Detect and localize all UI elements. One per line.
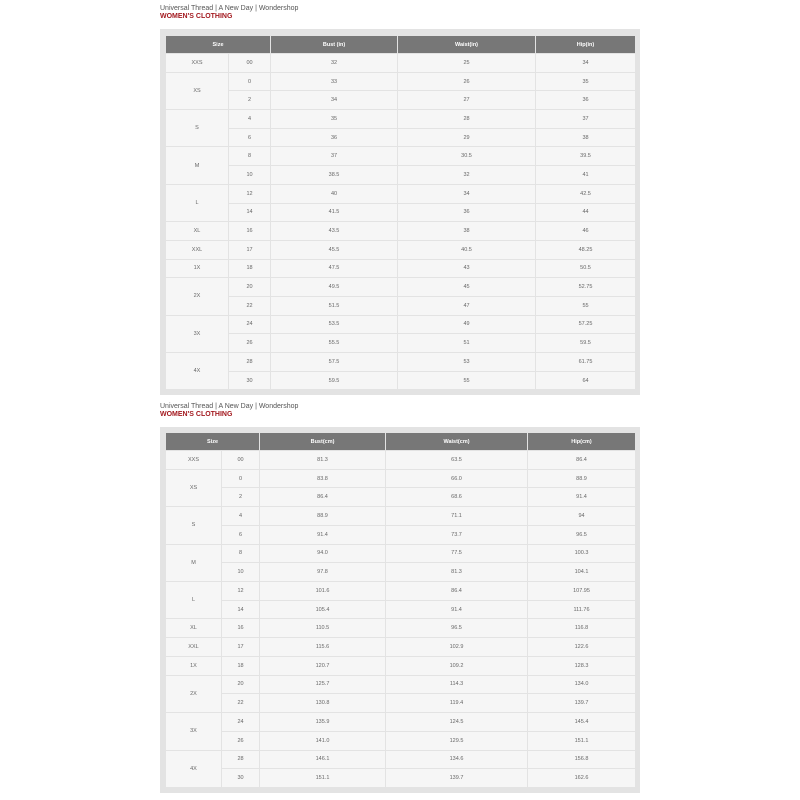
hip-cell: 37 <box>536 110 636 129</box>
numeric-size-cell: 0 <box>229 72 271 91</box>
hip-cell: 128.3 <box>528 656 636 675</box>
waist-cell: 81.3 <box>386 563 528 582</box>
table-row <box>166 582 636 601</box>
bust-cell: 91.4 <box>260 525 386 544</box>
size-label-cell: 2X <box>166 675 222 712</box>
hip-cell: 116.8 <box>528 619 636 638</box>
bust-cell: 53.5 <box>271 315 398 334</box>
numeric-size-cell: 6 <box>222 525 260 544</box>
bust-cell: 37 <box>271 147 398 166</box>
bust-cell: 115.6 <box>260 638 386 657</box>
numeric-size-cell: 17 <box>229 240 271 259</box>
waist-cell: 53 <box>398 353 536 372</box>
table-row <box>166 110 636 129</box>
waist-cell: 29 <box>398 128 536 147</box>
numeric-size-cell: 4 <box>229 110 271 129</box>
hip-cell: 151.1 <box>528 731 636 750</box>
waist-cell: 40.5 <box>398 240 536 259</box>
waist-cell: 102.9 <box>386 638 528 657</box>
waist-cell: 49 <box>398 315 536 334</box>
hip-cell: 55 <box>536 296 636 315</box>
size-label-cell: XXL <box>166 638 222 657</box>
bust-cell: 105.4 <box>260 600 386 619</box>
bust-cell: 135.9 <box>260 713 386 732</box>
waist-cell: 51 <box>398 334 536 353</box>
hip-cell: 91.4 <box>528 488 636 507</box>
bust-cell: 55.5 <box>271 334 398 353</box>
numeric-size-cell: 12 <box>229 184 271 203</box>
size-label-cell: S <box>166 507 222 544</box>
hip-cell: 61.75 <box>536 353 636 372</box>
waist-cell: 66.0 <box>386 469 528 488</box>
hip-cell: 46 <box>536 222 636 241</box>
size-label-cell: L <box>166 582 222 619</box>
table-row <box>166 731 636 750</box>
hip-cell: 156.8 <box>528 750 636 769</box>
size-chart-inches-section <box>160 5 298 21</box>
waist-cell: 38 <box>398 222 536 241</box>
waist-cell: 119.4 <box>386 694 528 713</box>
numeric-size-cell: 20 <box>222 675 260 694</box>
hip-cell: 139.7 <box>528 694 636 713</box>
waist-cell: 124.5 <box>386 713 528 732</box>
numeric-size-cell: 28 <box>229 353 271 372</box>
numeric-size-cell: 2 <box>229 91 271 110</box>
bust-cell: 88.9 <box>260 507 386 526</box>
numeric-size-cell: 18 <box>229 259 271 278</box>
bust-cell: 32 <box>271 54 398 73</box>
bust-cell: 101.6 <box>260 582 386 601</box>
numeric-size-cell: 22 <box>222 694 260 713</box>
size-label-cell: 3X <box>166 315 229 352</box>
bust-cell: 36 <box>271 128 398 147</box>
table-row <box>166 371 636 390</box>
numeric-size-cell: 26 <box>229 334 271 353</box>
header-waist: Waist(cm) <box>386 433 528 451</box>
bust-cell: 97.8 <box>260 563 386 582</box>
size-label-cell: XXL <box>166 240 229 259</box>
hip-cell: 96.5 <box>528 525 636 544</box>
waist-cell: 68.6 <box>386 488 528 507</box>
table-row <box>166 184 636 203</box>
numeric-size-cell: 16 <box>229 222 271 241</box>
table-row <box>166 296 636 315</box>
table-row <box>166 451 636 470</box>
numeric-size-cell: 10 <box>229 166 271 185</box>
size-label-cell: 3X <box>166 713 222 750</box>
waist-cell: 45 <box>398 278 536 297</box>
hip-cell: 42.5 <box>536 184 636 203</box>
brand-line: Universal Thread | A New Day | Wondershop <box>160 403 299 410</box>
size-chart-cm-section <box>160 403 298 419</box>
hip-cell: 52.75 <box>536 278 636 297</box>
size-label-cell: 4X <box>166 353 229 390</box>
size-label-cell: XXS <box>166 451 222 470</box>
hip-cell: 88.9 <box>528 469 636 488</box>
numeric-size-cell: 12 <box>222 582 260 601</box>
table-row <box>166 166 636 185</box>
table-row <box>166 240 636 259</box>
bust-cell: 83.8 <box>260 469 386 488</box>
waist-cell: 129.5 <box>386 731 528 750</box>
table-row <box>166 334 636 353</box>
numeric-size-cell: 00 <box>222 451 260 470</box>
table-row <box>166 353 636 372</box>
table-row <box>166 619 636 638</box>
hip-cell: 34 <box>536 54 636 73</box>
numeric-size-cell: 18 <box>222 656 260 675</box>
size-label-cell: 1X <box>166 259 229 278</box>
table-row <box>166 675 636 694</box>
size-label-cell: M <box>166 147 229 184</box>
size-label-cell: M <box>166 544 222 581</box>
bust-cell: 81.3 <box>260 451 386 470</box>
header-waist: Waist(in) <box>398 36 536 54</box>
size-label-cell: XS <box>166 72 229 109</box>
header-bust: Bust (in) <box>271 36 398 54</box>
bust-cell: 41.5 <box>271 203 398 222</box>
size-label-cell: XS <box>166 469 222 506</box>
table-row <box>166 91 636 110</box>
hip-cell: 86.4 <box>528 451 636 470</box>
bust-cell: 51.5 <box>271 296 398 315</box>
size-label-cell: 2X <box>166 278 229 315</box>
bust-cell: 59.5 <box>271 371 398 390</box>
waist-cell: 109.2 <box>386 656 528 675</box>
waist-cell: 77.5 <box>386 544 528 563</box>
bust-cell: 94.0 <box>260 544 386 563</box>
waist-cell: 43 <box>398 259 536 278</box>
table-row <box>166 769 636 788</box>
hip-cell: 100.3 <box>528 544 636 563</box>
size-label-cell: L <box>166 184 229 221</box>
bust-cell: 120.7 <box>260 656 386 675</box>
waist-cell: 25 <box>398 54 536 73</box>
numeric-size-cell: 8 <box>229 147 271 166</box>
bust-cell: 34 <box>271 91 398 110</box>
hip-cell: 107.95 <box>528 582 636 601</box>
hip-cell: 145.4 <box>528 713 636 732</box>
waist-cell: 47 <box>398 296 536 315</box>
hip-cell: 104.1 <box>528 563 636 582</box>
table-row <box>166 713 636 732</box>
waist-cell: 96.5 <box>386 619 528 638</box>
bust-cell: 130.8 <box>260 694 386 713</box>
hip-cell: 94 <box>528 507 636 526</box>
waist-cell: 73.7 <box>386 525 528 544</box>
waist-cell: 114.3 <box>386 675 528 694</box>
hip-cell: 134.0 <box>528 675 636 694</box>
numeric-size-cell: 14 <box>229 203 271 222</box>
numeric-size-cell: 14 <box>222 600 260 619</box>
numeric-size-cell: 16 <box>222 619 260 638</box>
header-size: Size <box>166 36 271 54</box>
table-row <box>166 544 636 563</box>
table-row <box>166 222 636 241</box>
waist-cell: 36 <box>398 203 536 222</box>
numeric-size-cell: 20 <box>229 278 271 297</box>
hip-cell: 64 <box>536 371 636 390</box>
hip-cell: 48.25 <box>536 240 636 259</box>
waist-cell: 34 <box>398 184 536 203</box>
hip-cell: 44 <box>536 203 636 222</box>
table-row <box>166 488 636 507</box>
section-subtitle: WOMEN'S CLOTHING <box>160 411 233 418</box>
numeric-size-cell: 10 <box>222 563 260 582</box>
waist-cell: 139.7 <box>386 769 528 788</box>
waist-cell: 86.4 <box>386 582 528 601</box>
hip-cell: 41 <box>536 166 636 185</box>
bust-cell: 35 <box>271 110 398 129</box>
hip-cell: 39.5 <box>536 147 636 166</box>
table-row <box>166 469 636 488</box>
table-row <box>166 54 636 73</box>
numeric-size-cell: 2 <box>222 488 260 507</box>
table-row <box>166 72 636 91</box>
table-row <box>166 203 636 222</box>
header-hip: Hip(in) <box>536 36 636 54</box>
waist-cell: 30.5 <box>398 147 536 166</box>
size-table-inches <box>165 35 636 390</box>
table-row <box>166 259 636 278</box>
numeric-size-cell: 0 <box>222 469 260 488</box>
bust-cell: 86.4 <box>260 488 386 507</box>
numeric-size-cell: 00 <box>229 54 271 73</box>
hip-cell: 111.76 <box>528 600 636 619</box>
bust-cell: 49.5 <box>271 278 398 297</box>
size-label-cell: 1X <box>166 656 222 675</box>
waist-cell: 27 <box>398 91 536 110</box>
numeric-size-cell: 30 <box>222 769 260 788</box>
numeric-size-cell: 17 <box>222 638 260 657</box>
table-row <box>166 694 636 713</box>
numeric-size-cell: 22 <box>229 296 271 315</box>
waist-cell: 55 <box>398 371 536 390</box>
hip-cell: 162.6 <box>528 769 636 788</box>
table-row <box>166 315 636 334</box>
table-row <box>166 525 636 544</box>
header-size: Size <box>166 433 260 451</box>
bust-cell: 45.5 <box>271 240 398 259</box>
numeric-size-cell: 4 <box>222 507 260 526</box>
bust-cell: 141.0 <box>260 731 386 750</box>
bust-cell: 151.1 <box>260 769 386 788</box>
table-row <box>166 563 636 582</box>
hip-cell: 122.6 <box>528 638 636 657</box>
bust-cell: 43.5 <box>271 222 398 241</box>
bust-cell: 57.5 <box>271 353 398 372</box>
section-subtitle: WOMEN'S CLOTHING <box>160 13 233 20</box>
size-label-cell: XL <box>166 619 222 638</box>
hip-cell: 57.25 <box>536 315 636 334</box>
bust-cell: 125.7 <box>260 675 386 694</box>
numeric-size-cell: 24 <box>229 315 271 334</box>
table-row <box>166 750 636 769</box>
bust-cell: 146.1 <box>260 750 386 769</box>
numeric-size-cell: 8 <box>222 544 260 563</box>
hip-cell: 35 <box>536 72 636 91</box>
waist-cell: 134.6 <box>386 750 528 769</box>
size-label-cell: XL <box>166 222 229 241</box>
numeric-size-cell: 6 <box>229 128 271 147</box>
bust-cell: 40 <box>271 184 398 203</box>
numeric-size-cell: 30 <box>229 371 271 390</box>
brand-line: Universal Thread | A New Day | Wondershop <box>160 5 299 12</box>
size-table-cm <box>165 432 636 788</box>
hip-cell: 38 <box>536 128 636 147</box>
table-row <box>166 278 636 297</box>
hip-cell: 36 <box>536 91 636 110</box>
waist-cell: 63.5 <box>386 451 528 470</box>
bust-cell: 110.5 <box>260 619 386 638</box>
numeric-size-cell: 26 <box>222 731 260 750</box>
bust-cell: 47.5 <box>271 259 398 278</box>
numeric-size-cell: 28 <box>222 750 260 769</box>
waist-cell: 28 <box>398 110 536 129</box>
waist-cell: 91.4 <box>386 600 528 619</box>
table-row <box>166 656 636 675</box>
table-row <box>166 147 636 166</box>
waist-cell: 32 <box>398 166 536 185</box>
table-row <box>166 638 636 657</box>
waist-cell: 71.1 <box>386 507 528 526</box>
waist-cell: 26 <box>398 72 536 91</box>
hip-cell: 50.5 <box>536 259 636 278</box>
size-label-cell: XXS <box>166 54 229 73</box>
bust-cell: 38.5 <box>271 166 398 185</box>
table-row <box>166 600 636 619</box>
bust-cell: 33 <box>271 72 398 91</box>
hip-cell: 59.5 <box>536 334 636 353</box>
size-label-cell: 4X <box>166 750 222 788</box>
numeric-size-cell: 24 <box>222 713 260 732</box>
table-row <box>166 128 636 147</box>
size-label-cell: S <box>166 110 229 147</box>
header-bust: Bust(cm) <box>260 433 386 451</box>
table-row <box>166 507 636 526</box>
header-hip: Hip(cm) <box>528 433 636 451</box>
